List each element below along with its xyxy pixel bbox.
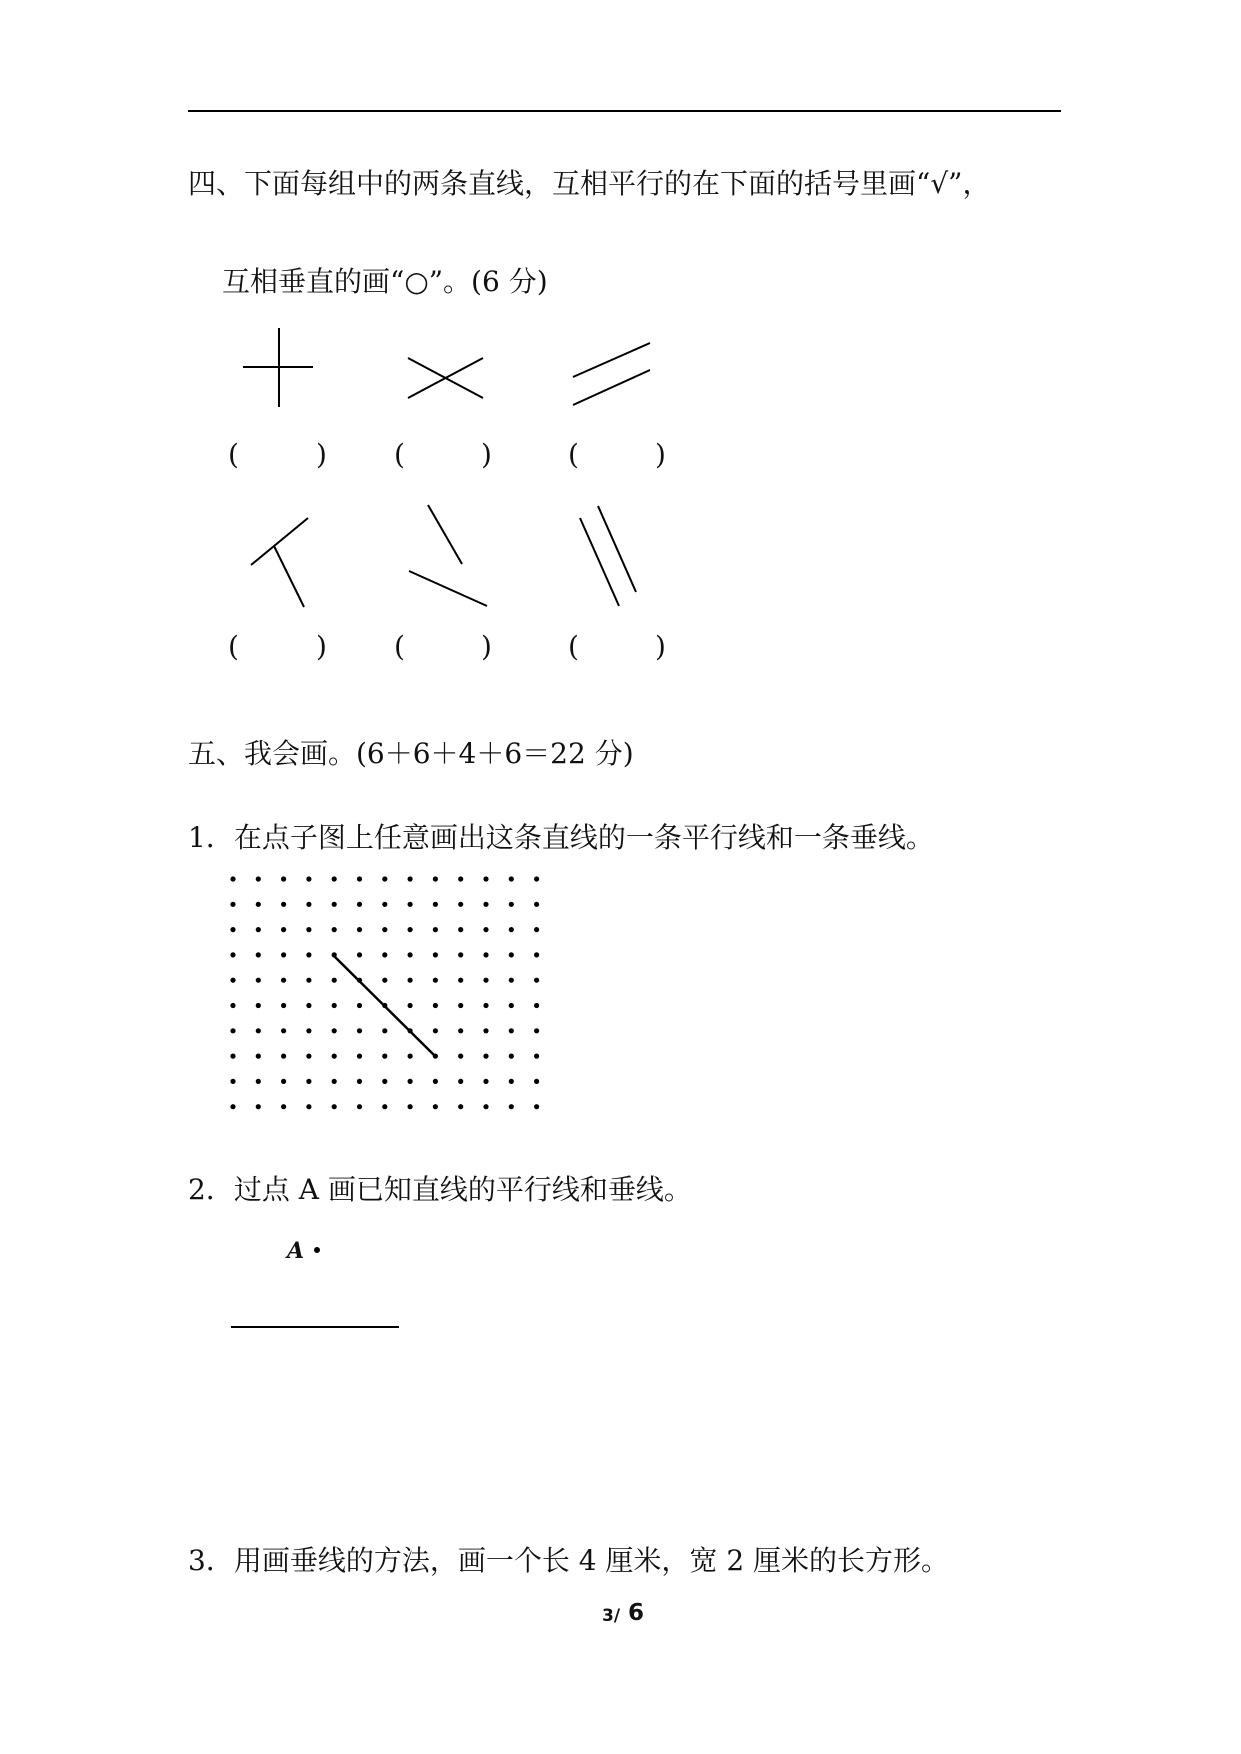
grid-dot <box>408 1054 413 1059</box>
grid-dot <box>458 1054 463 1059</box>
grid-dot <box>281 876 286 881</box>
grid-dot <box>332 978 337 983</box>
given-line-segment <box>231 1326 399 1328</box>
grid-dot <box>382 927 387 932</box>
grid-dot <box>408 978 413 983</box>
grid-dot <box>534 978 539 983</box>
grid-dot <box>509 978 514 983</box>
grid-dot <box>306 978 311 983</box>
grid-dot <box>509 1079 514 1084</box>
grid-dot <box>357 1104 362 1109</box>
grid-dot <box>509 1028 514 1033</box>
grid-dot <box>458 1104 463 1109</box>
grid-dot <box>382 876 387 881</box>
grid-dot <box>458 1003 463 1008</box>
grid-dot <box>433 876 438 881</box>
grid-dot <box>306 1079 311 1084</box>
grid-dot <box>458 902 463 907</box>
grid-dot <box>483 1028 488 1033</box>
grid-dot <box>458 952 463 957</box>
grid-dot <box>256 927 261 932</box>
grid-dot <box>509 1003 514 1008</box>
grid-dot <box>408 952 413 957</box>
grid-dot <box>408 1104 413 1109</box>
grid-dot <box>382 1028 387 1033</box>
grid-dot <box>281 1003 286 1008</box>
grid-dot <box>332 1003 337 1008</box>
grid-dot <box>306 1003 311 1008</box>
grid-dot <box>509 1054 514 1059</box>
answer-paren-open: ( <box>228 630 239 663</box>
page-number-current: 3/ <box>602 1606 621 1626</box>
grid-dot <box>230 1079 235 1084</box>
grid-dot <box>306 1054 311 1059</box>
grid-dot <box>281 1079 286 1084</box>
grid-dot <box>534 876 539 881</box>
grid-dot <box>256 1028 261 1033</box>
section-4-title-line2: 互相垂直的画“○”。(6 分) <box>222 265 548 298</box>
figure-perpendicular-angled <box>245 510 325 610</box>
grid-dot <box>281 978 286 983</box>
grid-dot <box>357 1054 362 1059</box>
figure-intersecting-x <box>400 350 490 405</box>
header-rule <box>188 110 1061 112</box>
grid-dot <box>509 952 514 957</box>
grid-dot <box>509 1104 514 1109</box>
grid-dot <box>332 902 337 907</box>
figure-perpendicular-cross <box>240 325 320 410</box>
grid-dot <box>281 1104 286 1109</box>
grid-dot <box>281 1028 286 1033</box>
grid-dot <box>483 1003 488 1008</box>
grid-dot <box>256 876 261 881</box>
grid-dot <box>458 876 463 881</box>
grid-dot <box>306 952 311 957</box>
page-number-total: 6 <box>628 1600 645 1626</box>
grid-dot <box>256 1054 261 1059</box>
grid-dot <box>534 1054 539 1059</box>
grid-dot <box>230 927 235 932</box>
grid-dot <box>306 927 311 932</box>
grid-dot <box>256 1003 261 1008</box>
grid-dot <box>483 952 488 957</box>
figure-parallel-diagonal <box>565 335 665 415</box>
answer-paren-open: ( <box>394 438 405 471</box>
grid-dot <box>433 1028 438 1033</box>
answer-paren-open: ( <box>228 438 239 471</box>
grid-dot <box>281 1054 286 1059</box>
answer-paren-close: ) <box>655 438 666 471</box>
grid-dot <box>281 952 286 957</box>
grid-dot <box>458 978 463 983</box>
grid-dot <box>230 876 235 881</box>
grid-dot <box>483 876 488 881</box>
figure-parallel-steep <box>570 500 650 610</box>
grid-dot <box>230 902 235 907</box>
grid-dot <box>483 978 488 983</box>
grid-dot <box>433 1079 438 1084</box>
grid-dot <box>534 1079 539 1084</box>
grid-dot <box>433 952 438 957</box>
given-line <box>333 955 435 1056</box>
grid-dot <box>230 1028 235 1033</box>
grid-dot <box>332 927 337 932</box>
grid-dot <box>382 978 387 983</box>
grid-dot <box>230 1003 235 1008</box>
grid-dot <box>306 1104 311 1109</box>
grid-dot <box>256 978 261 983</box>
grid-dot <box>458 1028 463 1033</box>
grid-dot <box>534 1104 539 1109</box>
answer-paren-open: ( <box>568 438 579 471</box>
grid-dot <box>408 927 413 932</box>
grid-dot <box>509 902 514 907</box>
grid-dot <box>408 876 413 881</box>
grid-dot <box>382 902 387 907</box>
grid-dot <box>483 927 488 932</box>
grid-dot <box>230 978 235 983</box>
grid-dot <box>332 1028 337 1033</box>
question-3: 3．用画垂线的方法，画一个长 4 厘米，宽 2 厘米的长方形。 <box>188 1544 950 1577</box>
grid-dot <box>230 952 235 957</box>
grid-dot <box>382 1104 387 1109</box>
grid-dot <box>256 1104 261 1109</box>
grid-dot <box>332 1054 337 1059</box>
grid-dot <box>509 927 514 932</box>
grid-dot <box>534 1028 539 1033</box>
answer-paren-open: ( <box>568 630 579 663</box>
answer-paren-close: ) <box>481 438 492 471</box>
grid-dot <box>433 927 438 932</box>
answer-paren-open: ( <box>394 630 405 663</box>
answer-paren-close: ) <box>655 630 666 663</box>
grid-dot <box>408 1079 413 1084</box>
grid-dot <box>408 1003 413 1008</box>
grid-dot <box>534 902 539 907</box>
grid-dot <box>483 1079 488 1084</box>
figure-nonparallel-pair <box>400 500 490 610</box>
grid-dot <box>357 1003 362 1008</box>
grid-dot <box>483 1054 488 1059</box>
grid-dot <box>433 902 438 907</box>
grid-dot <box>483 902 488 907</box>
grid-dot <box>256 952 261 957</box>
grid-dot <box>382 952 387 957</box>
grid-dot <box>458 927 463 932</box>
grid-dot <box>357 1028 362 1033</box>
grid-dot <box>357 1079 362 1084</box>
question-1: 1．在点子图上任意画出这条直线的一条平行线和一条垂线。 <box>188 821 934 854</box>
question-2: 2．过点 A 画已知直线的平行线和垂线。 <box>188 1173 692 1206</box>
grid-dot <box>382 1079 387 1084</box>
grid-dot <box>357 952 362 957</box>
point-a-label: A <box>287 1238 305 1264</box>
answer-paren-close: ) <box>316 630 327 663</box>
grid-dot <box>534 1003 539 1008</box>
grid-dot <box>458 1079 463 1084</box>
grid-dot <box>332 876 337 881</box>
grid-dot <box>256 1079 261 1084</box>
grid-dot <box>357 876 362 881</box>
grid-dot <box>281 927 286 932</box>
grid-dot <box>408 902 413 907</box>
grid-dot <box>433 978 438 983</box>
grid-dot <box>230 1104 235 1109</box>
grid-dot <box>433 1104 438 1109</box>
grid-dot <box>281 902 286 907</box>
grid-dot <box>382 1054 387 1059</box>
grid-dot <box>357 927 362 932</box>
grid-dot <box>483 1104 488 1109</box>
grid-dot <box>306 876 311 881</box>
grid-dot <box>433 1003 438 1008</box>
grid-dot <box>534 952 539 957</box>
point-a-dot <box>314 1247 320 1253</box>
grid-dot <box>332 1104 337 1109</box>
dot-grid <box>220 870 550 1130</box>
grid-dot <box>332 1079 337 1084</box>
grid-dot <box>357 902 362 907</box>
answer-paren-close: ) <box>481 630 492 663</box>
grid-dot <box>306 1028 311 1033</box>
grid-dot <box>230 1054 235 1059</box>
section-5-title: 五、我会画。(6＋6＋4＋6＝22 分) <box>188 737 634 770</box>
grid-dot <box>509 876 514 881</box>
grid-dot <box>534 927 539 932</box>
section-4-title-line1: 四、下面每组中的两条直线，互相平行的在下面的括号里画“√”， <box>188 167 991 200</box>
answer-paren-close: ) <box>316 438 327 471</box>
grid-dot <box>306 902 311 907</box>
grid-dot <box>256 902 261 907</box>
